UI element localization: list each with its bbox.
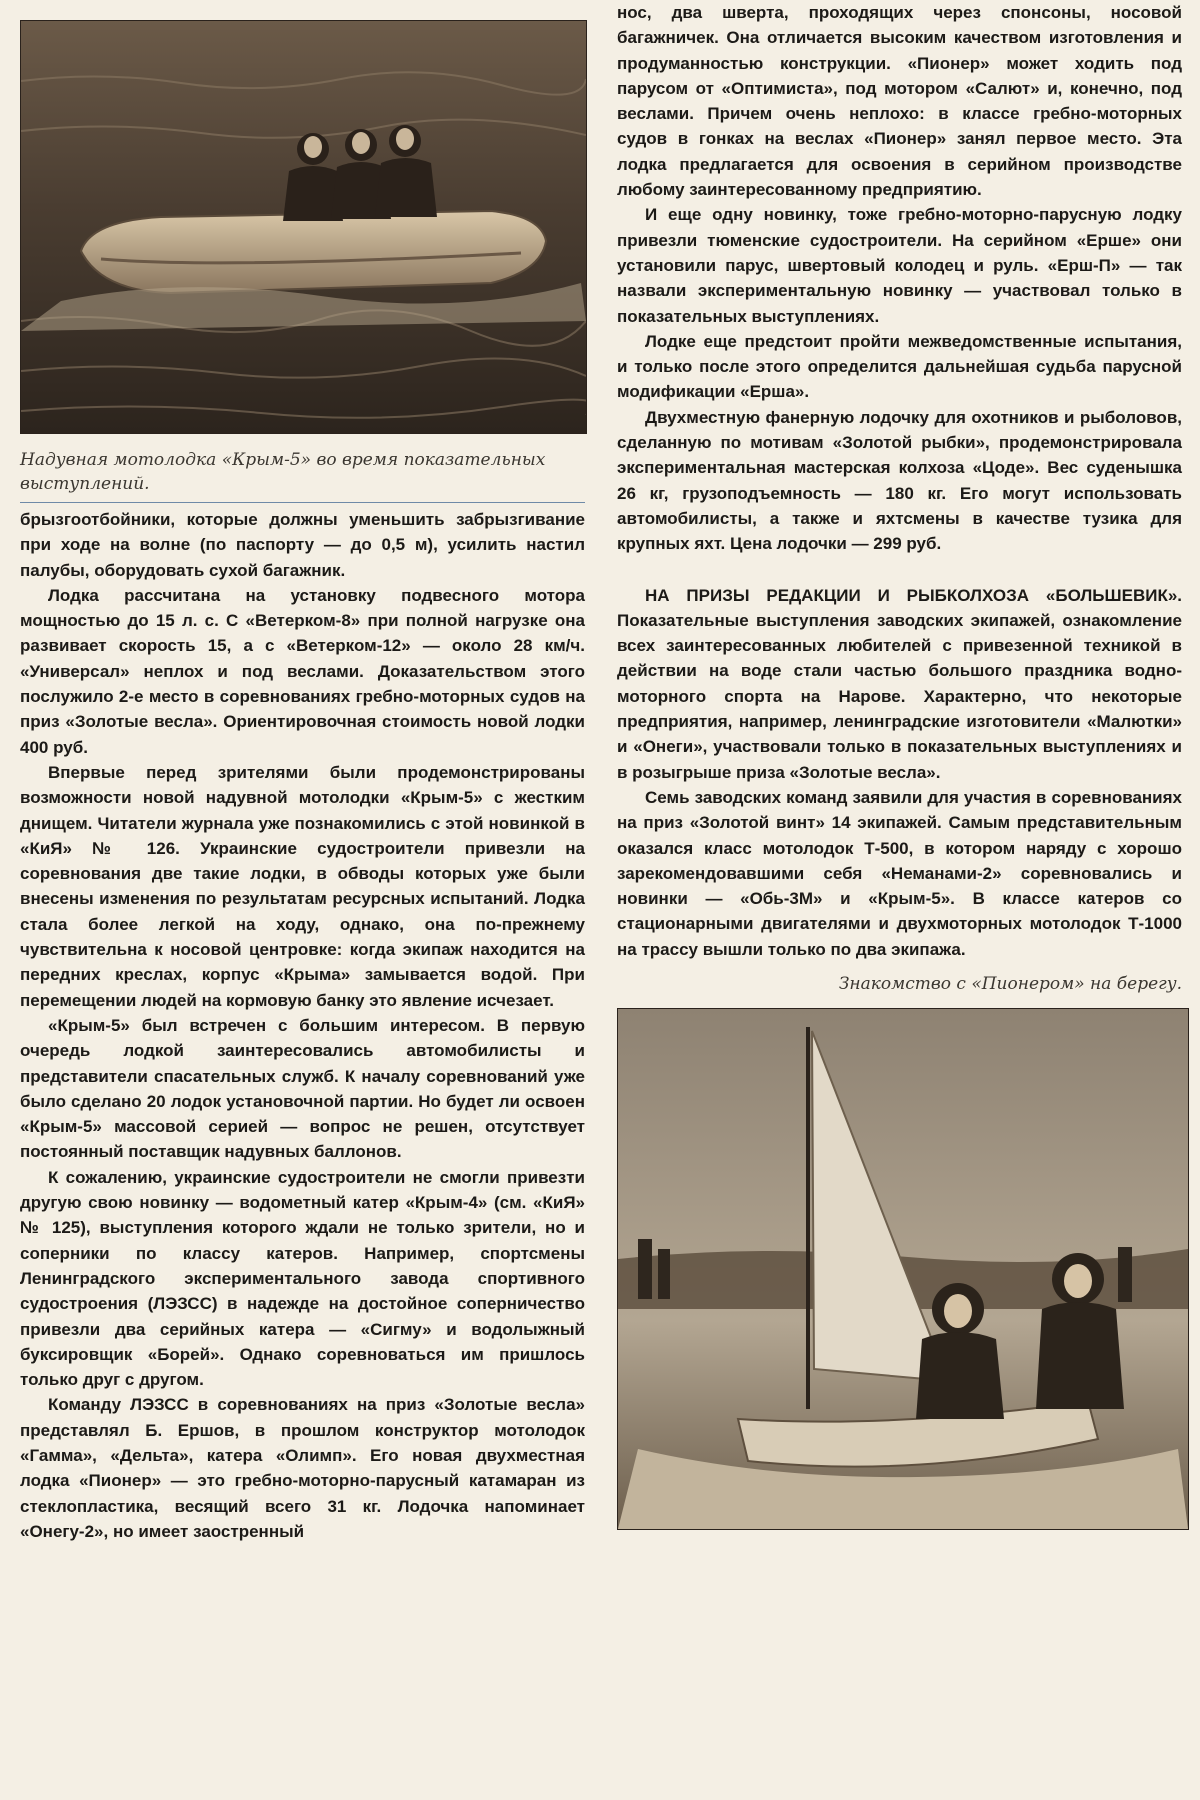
bottom-photo-caption: Знакомство с «Пионером» на берегу. — [838, 973, 1182, 994]
paragraph: Двухместную фанерную лодочку для охотников и рыболовов, сделанную по мотивам «Золотой рыбки», продемонстрировала экспериментальная мастерская колхоза «Цоде». Вес суденышка 26 кг, грузоподъемность — 180 кг. Его могут использовать автомобилисты, а также и яхтсмены в качестве тузика для крупных яхт. Цена лодочки — 299 руб. — [617, 407, 1182, 554]
paragraph: Команду ЛЭЗСС в соревнованиях на приз «Золотые весла» представлял Б. Ершов, в прошлом конструктор мотолодок «Гамма», «Дельта», катера «Олимп». Его новая двухместная лодка «Пионер» — это гребно-моторно-парусный катамаран из стеклопластика, весящий всего 31 кг. Лодочка напоминает «Онегу-2», но имеет заостренный — [20, 1395, 585, 1541]
inflatable-boat-photo — [20, 20, 587, 434]
sailing-catamaran-illustration — [618, 1009, 1188, 1529]
left-article-text — [20, 507, 585, 1544]
paragraph: И еще одну новинку, тоже гребно-моторно-парусную лодку привезли тюменские судостроители. На серийном «Ерше» они установили парус, швертовый колодец и руль. «Ерш-П» — так назвали экспериментальную новинку — участвовал только в показательных выступлениях. — [617, 205, 1182, 326]
right-column — [617, 0, 1182, 1530]
paragraph: Лодке еще предстоит пройти межведомственные испытания, и только после этого определится дальнейшая судьба парусной модификации «Ерша». — [617, 331, 1182, 402]
paragraph: «Крым-5» был встречен с большим интересом. В первую очередь лодкой заинтересовались автомобилисты и представители спасательных служб. К началу соревнований уже было сделано 20 лодок установочной партии. Но будет ли освоен «Крым-5» массовой серией — вопрос не решен, отсутствует постоянный поставщик надувных баллонов. — [20, 1015, 585, 1162]
paragraph: Лодка рассчитана на установку подвесного мотора мощностью до 15 л. с. С «Ветерком-8» при полной нагрузке она развивает скорость 15, а с «Ветерком-12» — около 28 км/ч. «Универсал» неплох и под веслами. Доказательством этого послужило 2-е место в соревнованиях гребно-моторных судов на приз «Золотые весла». Ориентировочная стоимость новой лодки 400 руб. — [20, 585, 585, 757]
paragraph: Впервые перед зрителями были продемонстрированы возможности новой надувной мотолодки «Крым-5» с жестким днищем. Читатели журнала уже познакомились с этой новинкой в «КиЯ» № 126. Украинские судостроители привезли на соревнования две такие лодки, в обводы которых уже были внесены изменения по результатам ресурсных испытаний. Лодка стала более легкой на ходу, однако, она по-прежнему чувствительна к носовой центровке: когда экипаж находится на передних креслах, корпус «Крыма» замывается водой. При перемещении людей на кормовую банку это явление исчезает. — [20, 762, 585, 1010]
section-gap — [617, 557, 1182, 583]
paragraph: брызгоотбойники, которые должны уменьшить забрызгивание при ходе на волне (по паспорту — до 0,5 м), усилить настил палубы, оборудовать сухой багажник. — [20, 510, 585, 580]
section-heading-text: Показательные выступления заводских экипажей, ознакомление всех заинтересованных любителей с привезенной техникой в действии на воде стали частью большого праздника водно-моторного спорта на Нарове. Характерно, что некоторые предприятия, например, ленинградские изготовители «Малютки» и «Онеги», участвовали только в показательных выступлениях и в розыгрыше приза «Золотые весла». — [617, 610, 1182, 782]
top-photo-caption: Надувная мотолодка «Крым-5» во время показательных выступлений. — [20, 448, 585, 503]
right-article-text — [617, 0, 1182, 962]
paragraph: нос, два шверта, проходящих через спонсоны, носовой багажничек. Она отличается высоким качеством изготовления и продуманностью конструкции. «Пионер» может ходить под парусом от «Оптимиста», под мотором «Салют» и, конечно, под веслами. Причем очень неплохо: в классе гребно-моторных судов в гонках на веслах «Пионер» занял первое место. Эта лодка предлагается для освоения в серийном производстве любому заинтересованному предприятию. — [617, 3, 1182, 200]
paragraph: К сожалению, украинские судостроители не смогли привезти другую свою новинку — водометный катер «Крым-4» (см. «КиЯ» № 125), выступления которого ждали не только зрители, но и соперники по классу катеров. Например, спортсмены Ленинградского экспериментального завода спортивного судостроения (ЛЭЗСС) в надежде на достойное соперничество привезли два серийных катера — «Сигму» и водолыжный буксировщик «Борей». Однако соревноваться им пришлось только друг с другом. — [20, 1167, 585, 1390]
inflatable-boat-illustration — [21, 21, 586, 433]
section-paragraph — [617, 583, 1182, 785]
left-column — [20, 0, 585, 1544]
section-heading: НА ПРИЗЫ РЕДАКЦИИ И РЫБКОЛХОЗА «БОЛЬШЕВИК». — [645, 585, 1182, 605]
paragraph: Семь заводских команд заявили для участия в соревнованиях на приз «Золотой винт» 14 экипажей. Самым представительным оказался класс мотолодок Т-500, в котором наряду с хорошо зарекомендовавшими себя «Неманами-2» соревновались и новинки — «Обь-3М» и «Крым-5». В классе катеров со стационарными двигателями и двухмоторных мотолодок Т-1000 на трассу вышли только по два экипажа. — [617, 787, 1182, 959]
sailing-catamaran-photo — [617, 1008, 1189, 1530]
